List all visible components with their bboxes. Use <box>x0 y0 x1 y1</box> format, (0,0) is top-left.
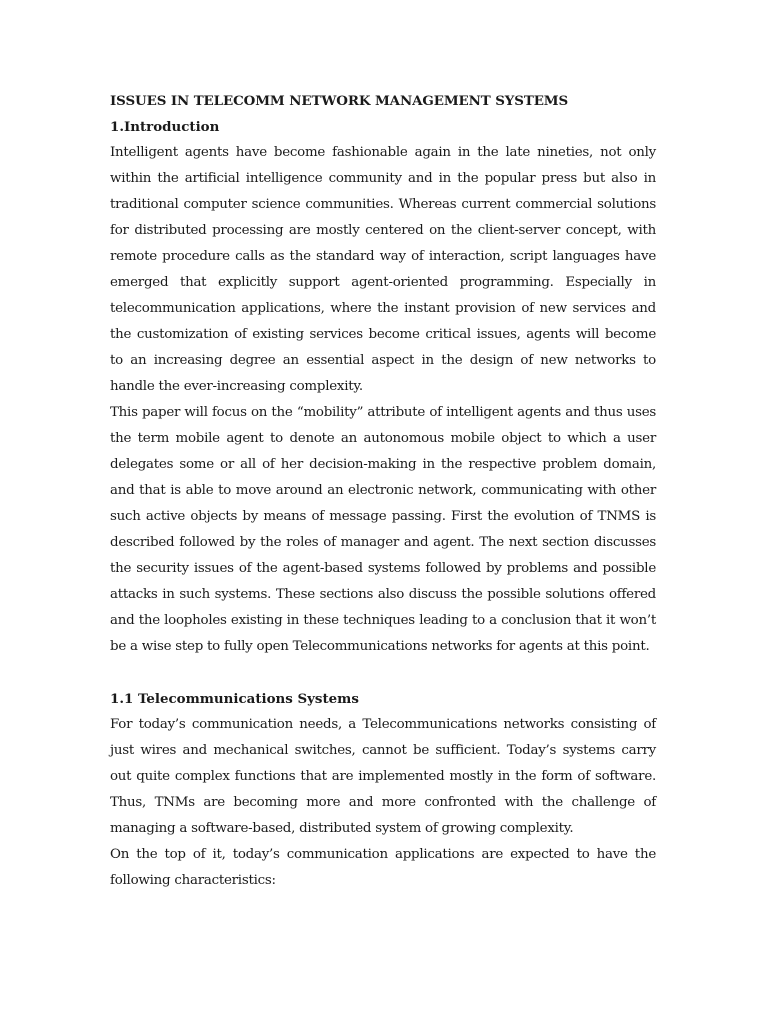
paragraph-intro-1: Intelligent agents have become fashionable again in the late nineties, not only within the artificial intelligence community and in the popular press but also in traditional computer science communities. Whereas current commercial solutions for distributed processing are mostly centered on the client-server concept, with remote procedure calls as the standard way of interaction, script languages have emerged that explicitly support agent-oriented programming. Especially in telecommunication applications, where the instant provision of new services and the customization of existing services become critical issues, agents will become to an increasing degree an essential aspect in the design of new networks to handle the ever-increasing complexity. <box>110 145 656 394</box>
document-title: ISSUES IN TELECOMM NETWORK MANAGEMENT SYSTEMS <box>110 93 569 109</box>
paragraph-intro-2: This paper will focus on the “mobility” attribute of intelligent agents and thus uses the term mobile agent to denote an autonomous mobile object to which a user delegates some or all of her decision-making in the respective problem domain, and that is able to move around an electronic network, communicating with other such active objects by means of message passing. First the evolution of TNMS is described followed by the roles of manager and agent. The next section discusses the security issues of the agent-based systems followed by problems and possible attacks in such systems. These sections also discuss the possible solutions offered and the loopholes existing in these techniques leading to a conclusion that it won’t be a wise step to fully open Telecommunications networks for agents at this point. <box>110 405 656 654</box>
section-heading-introduction: 1.Introduction <box>110 119 220 135</box>
paragraph-telecom-2: On the top of it, today’s communication applications are expected to have the following characteristics: <box>110 847 656 888</box>
section-spacer <box>110 660 656 686</box>
paragraph-telecom-1: For today’s communication needs, a Telecommunications networks consisting of just wires and mechanical switches, cannot be sufficient. Today’s systems carry out quite complex functions that are implemented mostly in the form of software. Thus, TNMs are becoming more and more confronted with the challenge of managing a software-based, distributed system of growing complexity. <box>110 717 656 836</box>
section-heading-telecom-systems: 1.1 Telecommunications Systems <box>110 691 359 707</box>
document-page <box>110 88 656 894</box>
